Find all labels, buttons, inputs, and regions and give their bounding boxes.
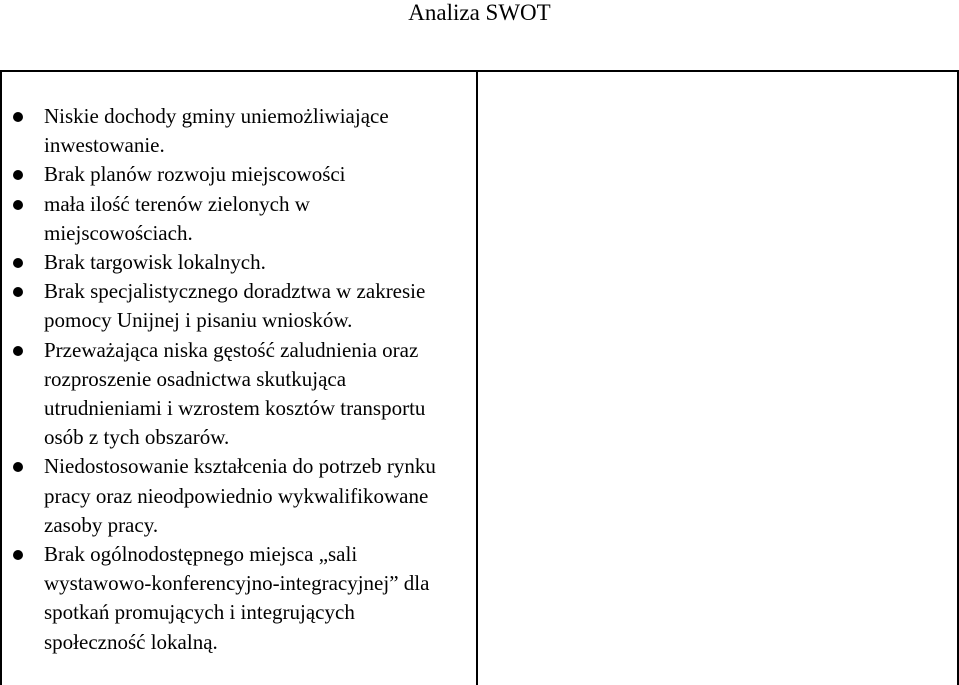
list-item [2,102,442,160]
page-title: Analiza SWOT [408,0,551,25]
bullet-icon [13,258,23,268]
bullet-icon [13,462,23,472]
list-item-text: Niskie dochody gminy uniemożliwiające inwestowanie. [44,104,389,158]
bullet-icon [13,287,23,297]
list-item-text: Brak planów rozwoju miejscowości [44,162,346,187]
bullet-icon [13,170,23,180]
list-item [2,452,442,540]
empty-cell [478,72,959,685]
weaknesses-cell [0,72,478,685]
list-item [2,160,442,189]
list-item-text: mała ilość terenów zielonych w miejscowościach. [44,191,310,245]
bullet-icon [13,200,23,210]
bullet-icon [13,346,23,356]
list-item-text: Brak ogólnodostępnego miejsca „sali wystawowo-konferencyjno-integracyjnej” dla spotkań promujących i integrujących społeczność lokalną. [44,542,430,654]
list-item [2,277,442,335]
swot-table [0,70,959,683]
bullet-icon [13,550,23,560]
list-item [2,248,442,277]
weaknesses-list [2,102,442,657]
list-item-text: Brak specjalistycznego doradztwa w zakresie pomocy Unijnej i pisaniu wniosków. [44,279,426,333]
bullet-icon [13,112,23,122]
list-item [2,190,442,248]
list-item-text: Brak targowisk lokalnych. [44,250,266,275]
list-item-text: Przeważająca niska gęstość zaludnienia oraz rozproszenie osadnictwa skutkująca utrudnieniami i wzrostem kosztów transportu osób z tych obszarów. [44,337,426,450]
list-item [2,336,442,453]
list-item [2,540,442,657]
list-item-text: Niedostosowanie kształcenia do potrzeb rynku pracy oraz nieodpowiednio wykwalifikowane zasoby pracy. [44,454,436,537]
